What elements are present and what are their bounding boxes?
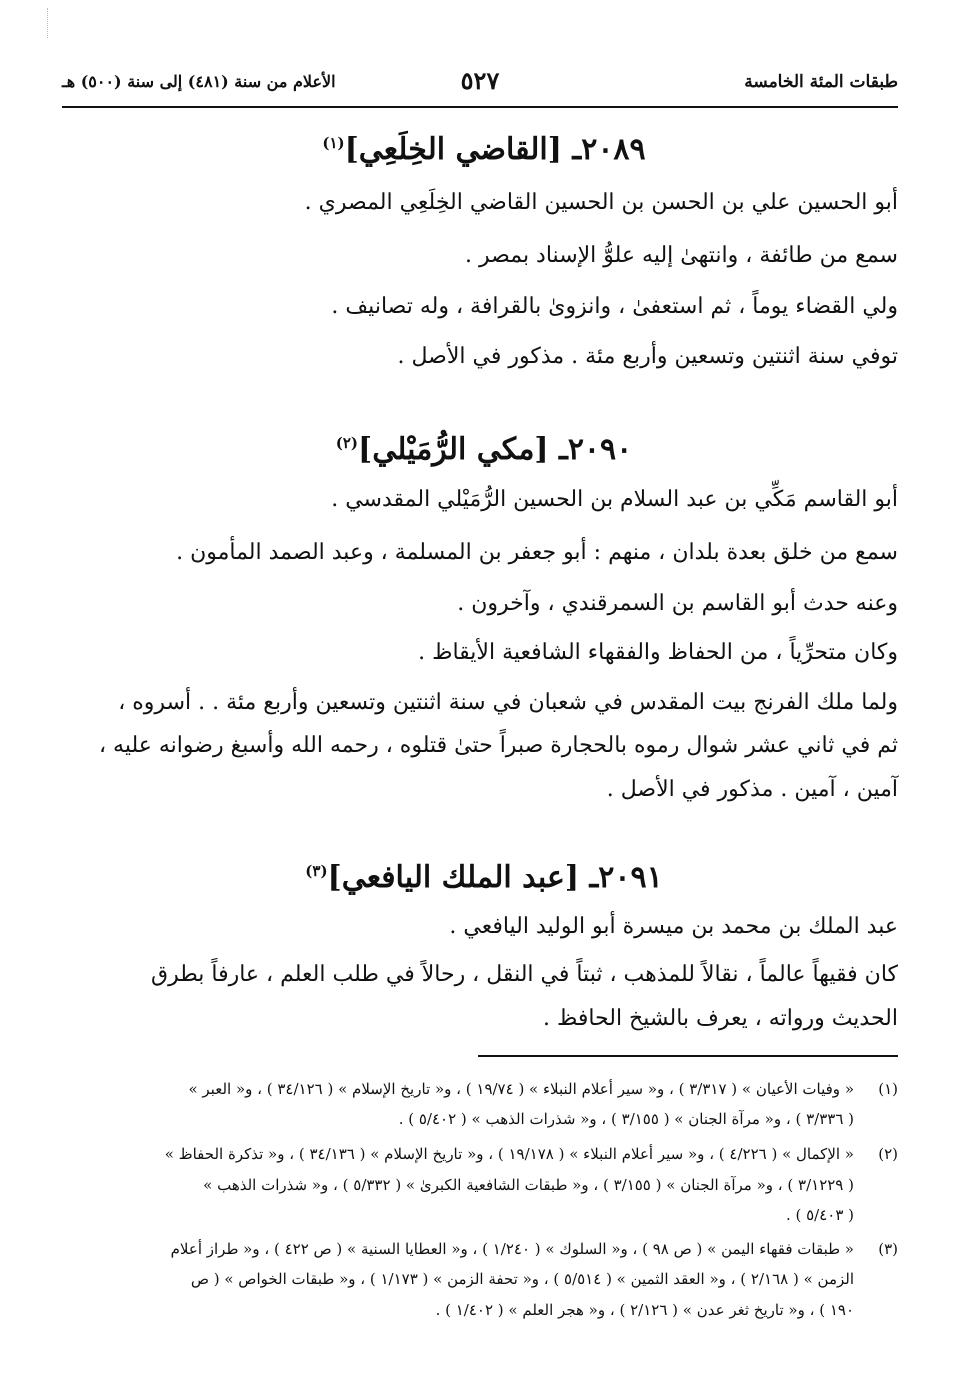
entry-title: ٢٠٨٩ـ [القاضي الخِلَعِي]$^{(١)}$ (322, 132, 646, 167)
footnote-number: (٢) (878, 1145, 898, 1163)
header-year-range: الأعلام من سنة (٤٨١) إلى سنة (٥٠٠) هـ (62, 72, 336, 91)
entry-line: ولي القضاء يوماً ، ثم استعفىٰ ، وانزوىٰ بالقرافة ، وله تصانيف . (331, 294, 898, 319)
footnote (60, 1080, 898, 1098)
footnote-line: « الإكمال » ( ٤/٢٢٦ ) ، و« سير أعلام النبلاء » ( ١٩/١٧٨ ) ، و« تاريخ الإسلام » ( ٣٤/١٣٦ ) ، و« تذكرة الحفاظ » (164, 1145, 854, 1163)
footnote-ref: (٣) (305, 862, 328, 880)
footnote (60, 1145, 898, 1163)
entry-line: وكان متحرِّياً ، من الحفاظ والفقهاء الشافعية الأيقاظ . (418, 640, 898, 665)
entry-line: سمع من طائفة ، وانتهىٰ إليه علوُّ الإسناد بمصر . (465, 243, 898, 268)
entry-line: توفي سنة اثنتين وتسعين وأربع مئة . مذكور في الأصل . (397, 344, 898, 369)
page-number: ٥٢٧ (460, 66, 500, 95)
entry-line: كان فقيهاً عالماً ، نقالاً للمذهب ، ثبتاً في النقل ، رحالاً في طلب العلم ، عارفاً بطرق (151, 962, 898, 987)
entry-line: ولما ملك الفرنج بيت المقدس في شعبان في سنة اثنتين وتسعين وأربع مئة . . أسروه ، (118, 690, 898, 715)
entry-line: أبو الحسين علي بن الحسن بن الحسين القاضي الخِلَعِي المصري . (304, 190, 898, 215)
header-section-title: طبقات المئة الخامسة (744, 72, 898, 92)
footnote-line: ( ٣/١٢٢٩ ) ، و« مرآة الجنان » ( ٣/١٥٥ ) ، و« طبقات الشافعية الكبرىٰ » ( ٥/٣٣٢ ) ، و« شذرات الذهب » (203, 1176, 854, 1194)
footnote-line: الزمن » ( ٢/١٦٨ ) ، و« العقد الثمين » ( ٥/٥١٤ ) ، و« تحفة الزمن » ( ١/١٧٣ ) ، و« طبقات الخواص » ( ص (190, 1270, 854, 1288)
entry-line: عبد الملك بن محمد بن ميسرة أبو الوليد اليافعي . (449, 914, 898, 939)
footnote-line: « وفيات الأعيان » ( ٣/٣١٧ ) ، و« سير أعلام النبلاء » ( ١٩/٧٤ ) ، و« تاريخ الإسلام » ( ٣٤/١٢٦ ) ، و« العبر » (188, 1080, 854, 1098)
entry-line: آمين ، آمين . مذكور في الأصل . (606, 777, 898, 802)
footnote-line: ١٩٠ ) ، و« تاريخ ثغر عدن » ( ٢/١٢٦ ) ، و« هجر العلم » ( ١/٤٠٢ ) . (435, 1301, 854, 1319)
footnote-number: (٣) (878, 1240, 898, 1258)
footnote-line: ( ٥/٤٠٣ ) . (785, 1206, 854, 1224)
footnote-ref: (٢) (335, 434, 359, 452)
footnote-number: (١) (878, 1080, 898, 1098)
entry-line: ثم في ثاني عشر شوال رموه بالحجارة صبراً حتىٰ قتلوه ، رحمه الله وأسبغ رضوانه عليه ، (98, 733, 898, 758)
footnote-ref: (١) (322, 134, 345, 152)
footnote-line: « طبقات فقهاء اليمن » ( ص ٩٨ ) ، و« السلوك » ( ١/٢٤٠ ) ، و« العطايا السنية » ( ص ٤٢٢ ) ، و« طراز أعلام (170, 1240, 854, 1258)
entry-title: ٢٠٩١ـ [عبد الملك اليافعي]$^{(٣)}$ (305, 860, 663, 895)
entry-line: أبو القاسم مَكِّي بن عبد السلام بن الحسين الرُّمَيْلي المقدسي . (331, 487, 898, 512)
scan-mark (47, 8, 54, 38)
entry-line: سمع من خلق بعدة بلدان ، منهم : أبو جعفر بن المسلمة ، وعبد الصمد المأمون . (176, 540, 898, 565)
footnote (60, 1240, 898, 1258)
footnote-separator (478, 1055, 898, 1057)
entry-line: الحديث ورواته ، يعرف بالشيخ الحافظ . (542, 1006, 898, 1031)
footnote-line: ( ٣/٣٣٦ ) ، و« مرآة الجنان » ( ٣/١٥٥ ) ، و« شذرات الذهب » ( ٥/٤٠٢ ) . (398, 1110, 854, 1128)
running-header (62, 66, 898, 108)
entry-line: وعنه حدث أبو القاسم بن السمرقندي ، وآخرون . (457, 591, 898, 616)
entry-title: ٢٠٩٠ـ [مكي الرُّمَيْلي]$^{(٢)}$ (335, 432, 633, 467)
